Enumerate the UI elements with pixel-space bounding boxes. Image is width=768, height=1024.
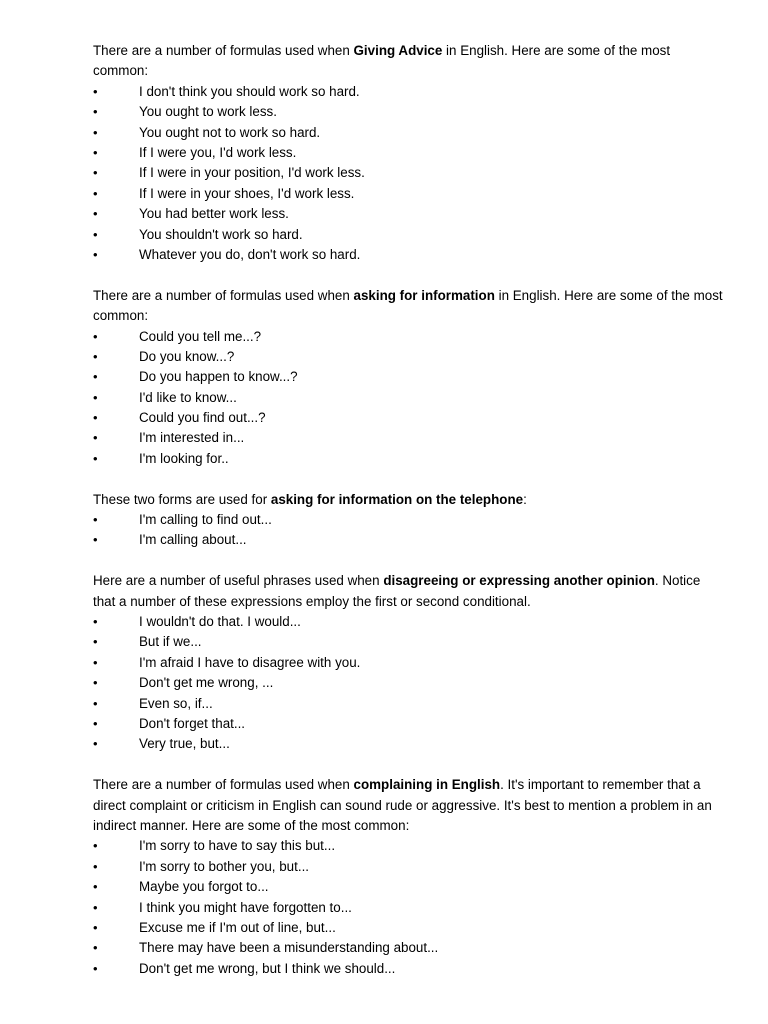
list-item (93, 102, 723, 122)
list-item (93, 530, 723, 550)
bullet-icon: • (93, 104, 98, 120)
list-item-text: I think you might have forgotten to... (139, 899, 352, 915)
list-item (93, 408, 723, 428)
list-item (93, 82, 723, 102)
list-item-text: Maybe you forgot to... (139, 879, 269, 895)
list-item (93, 877, 723, 897)
list-item-text: You shouldn't work so hard. (139, 226, 303, 242)
bullet-icon: • (93, 858, 98, 874)
list-item (93, 653, 723, 673)
bullet-icon: • (93, 369, 98, 385)
bullet-icon: • (93, 450, 98, 466)
section-3 (93, 490, 723, 551)
list-item (93, 714, 723, 734)
list-item (93, 245, 723, 265)
list-item-text: I'm sorry to have to say this but... (139, 838, 336, 854)
section-intro (93, 775, 723, 836)
bullet-icon: • (93, 430, 98, 446)
section-2 (93, 286, 723, 470)
bullet-icon: • (93, 328, 98, 344)
list-item (93, 225, 723, 245)
list-item-text: I'm interested in... (139, 430, 245, 446)
bullet-icon: • (93, 206, 98, 222)
intro-text: in English. Here are some of the most common: (93, 43, 671, 79)
intro-keyword: Giving Advice (353, 43, 443, 58)
list-item (93, 204, 723, 224)
list-item-text: If I were in your position, I'd work less. (139, 165, 365, 181)
list-item (93, 163, 723, 183)
list-item (93, 428, 723, 448)
intro-text: . It's important to remember that a direct complaint or criticism in English can sound rude or aggressive. It's best to mention a problem in an indirect manner. Here are some of the most common: (93, 777, 712, 833)
list-item-text: Do you know...? (139, 348, 235, 364)
list-item (93, 734, 723, 754)
bullet-icon: • (93, 124, 98, 140)
intro-text: These two forms are used for (93, 491, 271, 507)
intro-text: There are a number of formulas used when (93, 43, 354, 58)
list-item-text: Could you find out...? (139, 410, 266, 426)
section-1 (93, 41, 723, 265)
list-item-text: I'm looking for.. (139, 450, 229, 466)
list-item-text: I'm afraid I have to disagree with you. (139, 654, 361, 670)
list-item-text: If I were in your shoes, I'd work less. (139, 185, 355, 201)
list-item (93, 327, 723, 347)
intro-text: There are a number of formulas used when (93, 777, 354, 793)
list-item-text: I'm sorry to bother you, but... (139, 858, 310, 874)
list-item (93, 123, 723, 143)
section-4 (93, 571, 723, 755)
bullet-icon: • (93, 165, 98, 181)
list-item-text: Even so, if... (139, 695, 213, 711)
list-item (93, 184, 723, 204)
bullet-icon: • (93, 226, 98, 242)
list-item-text: I'd like to know... (139, 389, 237, 405)
intro-text: in English. Here are some of the most common: (93, 287, 723, 324)
intro-text: : (523, 491, 527, 507)
bullet-icon: • (93, 960, 98, 976)
bullet-icon: • (93, 614, 98, 630)
phrase-list (93, 836, 723, 979)
list-item-text: You ought not to work so hard. (139, 124, 321, 140)
phrase-list (93, 612, 723, 755)
bullet-icon: • (93, 675, 98, 691)
list-item (93, 938, 723, 958)
intro-keyword: disagreeing or expressing another opinion (383, 573, 655, 589)
bullet-icon: • (93, 919, 98, 935)
intro-text: . Notice that a number of these expressions employ the first or second conditional. (93, 573, 701, 609)
list-item-text: I wouldn't do that. I would... (139, 614, 301, 630)
list-item (93, 449, 723, 469)
list-item-text: There may have been a misunderstanding about... (139, 940, 439, 956)
list-item-text: If I were you, I'd work less. (139, 144, 297, 160)
bullet-icon: • (93, 838, 98, 854)
list-item (93, 347, 723, 367)
bullet-icon: • (93, 348, 98, 364)
list-item-text: But if we... (139, 634, 202, 650)
intro-keyword: asking for information on the telephone (270, 491, 524, 507)
list-item (93, 898, 723, 918)
bullet-icon: • (93, 389, 98, 405)
section-intro (93, 490, 723, 510)
list-item-text: I'm calling about... (139, 532, 247, 548)
bullet-icon: • (93, 144, 98, 160)
list-item (93, 632, 723, 652)
intro-text: Here are a number of useful phrases used when (93, 573, 384, 589)
intro-keyword: complaining in English (353, 777, 501, 793)
bullet-icon: • (93, 695, 98, 711)
list-item (93, 918, 723, 938)
bullet-icon: • (93, 716, 98, 731)
intro-text: There are a number of formulas used when (93, 287, 354, 303)
phrase-list (93, 510, 723, 551)
bullet-icon: • (93, 246, 98, 262)
bullet-icon: • (93, 512, 98, 528)
list-item-text: Excuse me if I'm out of line, but... (139, 919, 336, 935)
list-item (93, 612, 723, 632)
bullet-icon: • (93, 940, 98, 956)
bullet-icon: • (93, 899, 98, 915)
bullet-icon: • (93, 879, 98, 895)
list-item (93, 143, 723, 163)
phrase-list (93, 327, 723, 470)
list-item (93, 959, 723, 979)
bullet-icon: • (93, 185, 98, 201)
list-item-text: You had better work less. (139, 206, 289, 222)
list-item-text: Very true, but... (139, 736, 230, 752)
list-item (93, 510, 723, 530)
list-item (93, 673, 723, 693)
list-item (93, 367, 723, 387)
section-intro (93, 41, 723, 82)
section-5 (93, 775, 723, 979)
bullet-icon: • (93, 532, 98, 548)
list-item-text: Don't get me wrong, ... (139, 675, 274, 691)
list-item (93, 388, 723, 408)
phrase-list (93, 82, 723, 266)
bullet-icon: • (93, 410, 98, 426)
list-item-text: Whatever you do, don't work so hard. (139, 246, 361, 262)
list-item (93, 857, 723, 877)
bullet-icon: • (93, 83, 98, 99)
list-item (93, 694, 723, 714)
list-item-text: Do you happen to know...? (139, 369, 298, 385)
bullet-icon: • (93, 654, 98, 670)
document-body (93, 41, 723, 1000)
bullet-icon: • (93, 634, 98, 650)
list-item-text: Don't forget that... (139, 716, 246, 731)
list-item-text: Could you tell me...? (139, 328, 262, 344)
list-item-text: You ought to work less. (139, 104, 277, 120)
bullet-icon: • (93, 736, 98, 752)
section-intro (93, 286, 723, 327)
list-item-text: I'm calling to find out... (139, 512, 272, 528)
list-item-text: I don't think you should work so hard. (139, 83, 360, 99)
intro-keyword: asking for information (353, 287, 495, 303)
list-item (93, 836, 723, 856)
section-intro (93, 571, 723, 612)
list-item-text: Don't get me wrong, but I think we should... (139, 960, 396, 976)
